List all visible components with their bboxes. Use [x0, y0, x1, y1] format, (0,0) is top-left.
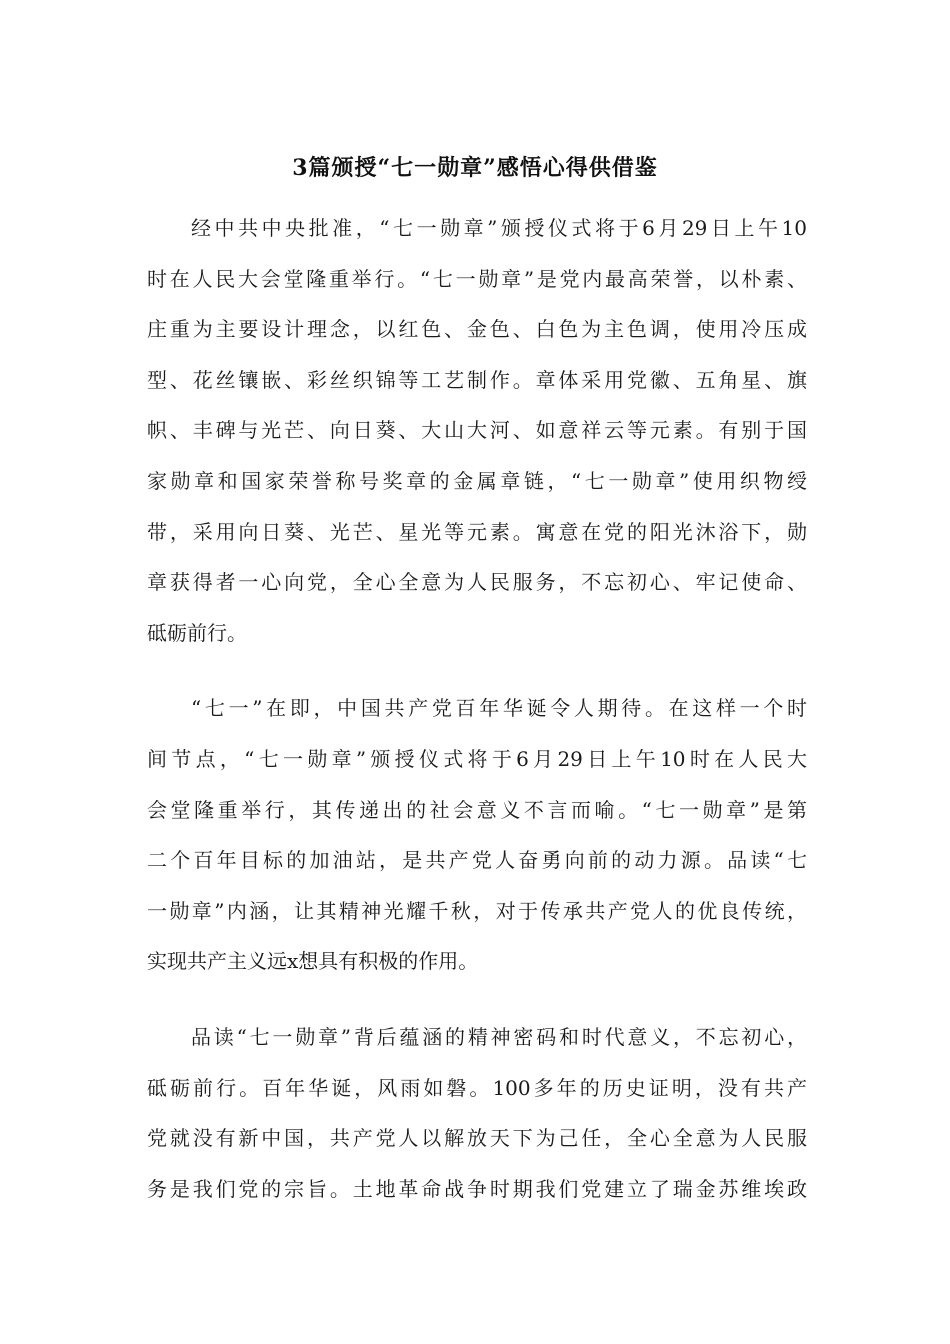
paragraph-3 — [147, 1019, 807, 1207]
paragraph-line: 党就没有新中国，共产党人以解放天下为己任，全心全意为人民服 — [147, 1126, 807, 1151]
document-body — [147, 210, 807, 1221]
paragraph-line: 章获得者一心向党，全心全意为人民服务，不忘初心、牢记使命、 — [147, 570, 807, 595]
paragraph-line: 砥砺前行。百年华诞，风雨如磐。100多年的历史证明，没有共产 — [147, 1075, 807, 1100]
paragraph-line: 家勋章和国家荣誉称号奖章的金属章链，“七一勋章”使用织物绶 — [147, 468, 807, 493]
paragraph-line: 砥砺前行。 — [147, 620, 247, 645]
paragraph-1 — [147, 210, 807, 651]
paragraph-line: 时在人民大会堂隆重举行。“七一勋章”是党内最高荣誉，以朴素、 — [147, 266, 807, 291]
paragraph-line: 带，采用向日葵、光芒、星光等元素。寓意在党的阳光沐浴下，勋 — [147, 519, 807, 544]
paragraph-line: 间节点，“七一勋章”颁授仪式将于6月29日上午10时在人民大 — [147, 746, 807, 771]
paragraph-line: 务是我们党的宗旨。土地革命战争时期我们党建立了瑞金苏维埃政 — [147, 1176, 807, 1201]
paragraph-line: 型、花丝镶嵌、彩丝织锦等工艺制作。章体采用党徽、五角星、旗 — [147, 367, 807, 392]
paragraph-line: “七一”在即，中国共产党百年华诞令人期待。在这样一个时 — [191, 696, 807, 721]
paragraph-gap — [147, 665, 807, 690]
paragraph-line: 二个百年目标的加油站，是共产党人奋勇向前的动力源。品读“七 — [147, 848, 807, 873]
paragraph-2 — [147, 690, 807, 979]
paragraph-line: 一勋章”内涵，让其精神光耀千秋，对于传承共产党人的优良传统， — [147, 898, 807, 923]
paragraph-line: 会堂隆重举行，其传递出的社会意义不言而喻。“七一勋章”是第 — [147, 797, 807, 822]
paragraph-line: 实现共产主义远x想具有积极的作用。 — [147, 949, 479, 974]
document-title: 3篇颁授“七一勋章”感悟心得供借鉴 — [292, 155, 658, 181]
paragraph-gap — [147, 994, 807, 1019]
paragraph-line: 庄重为主要设计理念，以红色、金色、白色为主色调，使用冷压成 — [147, 317, 807, 342]
paragraph-line: 经中共中央批准，“七一勋章”颁授仪式将于6月29日上午10 — [191, 216, 807, 240]
paragraph-line: 帜、丰碑与光芒、向日葵、大山大河、如意祥云等元素。有别于国 — [147, 418, 807, 443]
paragraph-line: 品读“七一勋章”背后蕴涵的精神密码和时代意义，不忘初心， — [191, 1024, 807, 1049]
